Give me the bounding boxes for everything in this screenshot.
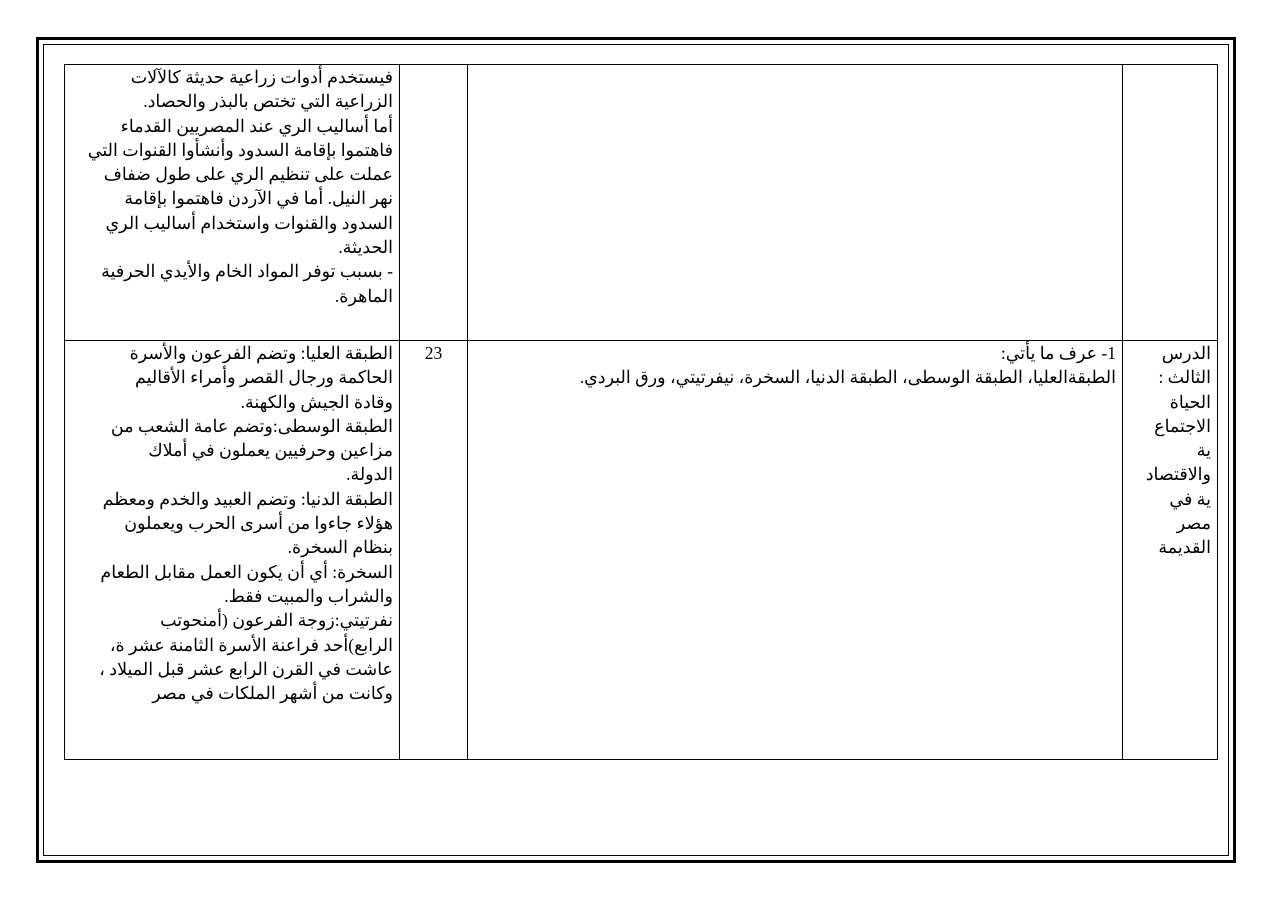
page-number: 23 xyxy=(424,343,443,363)
question-heading: 1- عرف ما يأتي: xyxy=(1000,343,1116,363)
answer-line: السدود والقنوات واستخدام أساليب الري xyxy=(105,212,393,233)
answer-line: فاهتموا بإقامة السدود وأنشأوا القنوات التي xyxy=(87,139,393,160)
page-number-cell xyxy=(400,341,468,760)
lesson-title-line: الدرس xyxy=(1161,343,1211,363)
answer-line: الزراعية التي تختص بالبذر والحصاد. xyxy=(143,91,393,112)
answer-line: أما أساليب الري عند المصريين القدماء xyxy=(120,115,393,136)
answer-line: فيستخدم أدوات زراعية حديثة كالآلات xyxy=(130,67,393,87)
table-row xyxy=(65,65,1218,341)
lesson-title-line: القديمة xyxy=(1158,537,1211,558)
answer-line: والشراب والمبيت فقط. xyxy=(224,585,393,606)
question-terms: الطبقةالعليا، الطبقة الوسطى، الطبقة الدنيا، السخرة، نيفرتيتي، ورق البردي. xyxy=(579,367,1116,388)
lesson-title-line: مصر xyxy=(1176,513,1211,534)
answer-line: الرابع)أحد فراعنة الأسرة الثامنة عشر ة، xyxy=(109,634,393,655)
answer-line: الحاكمة ورجال القصر وأمراء الأقاليم xyxy=(134,367,393,388)
answer-line: وقادة الجيش والكهنة. xyxy=(240,391,393,412)
answer-line: نهر النيل. أما في الآردن فاهتموا بإقامة xyxy=(124,188,393,209)
answer-line: عاشت في القرن الرابع عشر قبل الميلاد ، xyxy=(99,658,393,679)
question-cell xyxy=(468,341,1123,760)
answer-line: نفرتيتي:زوجة الفرعون (أمنحوتب xyxy=(160,610,393,631)
page-number-cell xyxy=(400,65,468,341)
lesson-cell xyxy=(1123,341,1218,760)
answer-line: عملت على تنظيم الري على طول ضفاف xyxy=(103,164,393,185)
answer-line: مزاعين وحرفيين يعملون في أملاك xyxy=(148,440,393,461)
answer-line: بنظام السخرة. xyxy=(287,537,393,558)
answer-cell xyxy=(65,65,400,341)
lesson-title-line: ية في xyxy=(1169,488,1211,509)
lesson-cell xyxy=(1123,65,1218,341)
lesson-title-line: الاجتماع xyxy=(1154,415,1211,436)
answer-cell xyxy=(65,341,400,760)
lesson-title-line: الحياة xyxy=(1169,391,1211,412)
lesson-title-line: والاقتصاد xyxy=(1145,464,1211,485)
answer-line: الدولة. xyxy=(346,464,393,485)
answer-line: هؤلاء جاءوا من أسرى الحرب ويعملون xyxy=(124,513,393,534)
lesson-table xyxy=(64,64,1218,760)
answer-line: الطبقة الوسطى:وتضم عامة الشعب من xyxy=(110,415,393,436)
answer-line: - بسبب توفر المواد الخام والأيدي الحرفية xyxy=(101,261,393,282)
answer-line: السخرة: أي أن يكون العمل مقابل الطعام xyxy=(100,561,393,582)
question-cell xyxy=(468,65,1123,341)
table-row xyxy=(65,341,1218,760)
answer-line: الحديثة. xyxy=(338,237,393,258)
lesson-title-line: الثالث : xyxy=(1158,367,1211,388)
answer-line: الطبقة الدنيا: وتضم العبيد والخدم ومعظم xyxy=(102,488,393,509)
answer-line: الطبقة العليا: وتضم الفرعون والأسرة xyxy=(129,343,393,363)
answer-line: وكانت من أشهر الملكات في مصر xyxy=(152,683,393,704)
answer-line: الماهرة. xyxy=(334,285,393,306)
lesson-title-line: ية xyxy=(1196,440,1211,461)
